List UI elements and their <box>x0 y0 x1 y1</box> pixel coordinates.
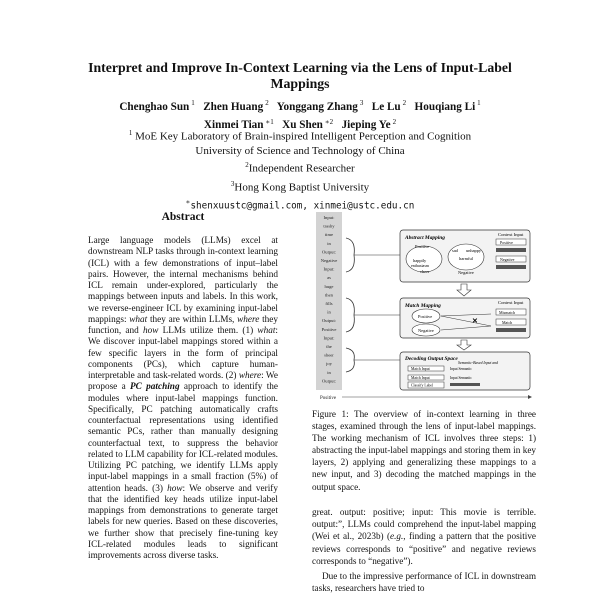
paragraph: great. output: positive; input: This movie is terrible. output:”, LLMs could comprehend the input-label mapping (Wei et al., 2023b) (e.g., finding a pattern that the positive reviews corresponds to “positive” and negative reviews corresponds to “negative”). <box>312 507 536 566</box>
word: unhappy <box>466 248 482 253</box>
token: in <box>327 369 331 375</box>
word: Negative <box>458 270 474 275</box>
bracket <box>346 238 354 272</box>
token: Output: <box>321 318 337 324</box>
affiliation: $^3$Hong Kong Baptist University <box>230 179 370 194</box>
side-label: Match <box>502 320 513 325</box>
abstract-heading: Abstract <box>161 211 205 223</box>
word: happily <box>413 258 427 263</box>
word: Negative <box>418 328 434 333</box>
down-arrow <box>457 284 471 296</box>
decoding-subtitle: Semantic-Based Input and <box>458 361 499 365</box>
token: trashy <box>323 223 335 229</box>
side-label: Mismatch <box>499 310 515 315</box>
token: huge <box>324 283 334 289</box>
token: Input: <box>323 335 335 341</box>
bracket <box>346 298 354 332</box>
abstract-mapping-panel <box>400 230 530 282</box>
affiliations <box>60 126 540 214</box>
author: Xu Shen $^{∗2}$ <box>282 117 334 132</box>
token: Input: <box>323 215 335 220</box>
emails[interactable]: shenxuustc@gmail.com, xinmei@ustc.edu.cn <box>190 200 415 212</box>
token: Input: <box>323 266 335 272</box>
token: in <box>327 309 331 315</box>
author: Jieping Ye $^2$ <box>341 117 397 132</box>
word: cheer <box>420 269 430 274</box>
token-bar <box>496 328 526 332</box>
token: then <box>325 292 333 298</box>
token: as <box>327 275 331 281</box>
body-text-column-2 <box>312 506 536 594</box>
author: Xinmei Tian $^{∗1}$ <box>203 117 274 132</box>
token: time <box>324 232 334 238</box>
affiliation: $^1$ MoE Key Laboratory of Brain-inspired Intelligent Perception and Cognition <box>128 129 472 143</box>
token-bar <box>450 383 480 386</box>
context-label: Context Input <box>498 232 524 237</box>
decoding-tag: Input Semantic <box>450 367 472 371</box>
decoding-title: Decoding Output Space <box>405 356 458 362</box>
token: in <box>327 240 331 246</box>
down-arrow <box>457 340 471 350</box>
author: Zhen Huang $^2$ <box>203 99 269 113</box>
author: Chenghao Sun $^1$ <box>119 99 195 113</box>
word: harmful <box>459 256 473 261</box>
figure-caption: Figure 1: The overview of in-context learning in three stages, examined through the lens of input-label mappings. The working mechanism of ICL involves three steps: 1) abstracting the input-label mappings and storing them in key layers, 2) applying and generalizing these mappings to a new input, and 3) decoding the matched mappings in the output space. <box>312 409 536 492</box>
author: Houqiang Li $^1$ <box>414 99 481 113</box>
side-label: Negative <box>500 257 515 262</box>
match-mapping-title: Match Mapping <box>405 303 441 309</box>
bracket <box>346 348 354 372</box>
decoding-row: Match Input <box>411 376 430 380</box>
word: Positive <box>418 314 433 319</box>
context-label: Context Input <box>498 300 524 305</box>
token: fills <box>325 301 333 306</box>
token: Output: <box>321 378 337 384</box>
token: joy <box>326 361 332 367</box>
decoding-panel <box>400 352 530 390</box>
match-mapping-panel <box>400 298 530 338</box>
abstract-mapping-title: Abstract Mapping <box>405 235 445 241</box>
token: sheer <box>324 352 334 358</box>
paragraph: Due to the impressive performance of ICL in downstream tasks, researchers have tried to <box>312 571 536 594</box>
decoding-row: Match Input <box>411 367 430 371</box>
author: Yonggang Zhang $^3$ <box>276 99 364 113</box>
token-bar <box>496 248 526 252</box>
token: Output: <box>321 249 337 255</box>
cross-icon: ✕ <box>472 317 478 325</box>
paper-title: Interpret and Improve In-Context Learning via the Lens of Input-Label Mappings <box>88 60 512 91</box>
token: Negative <box>320 258 338 263</box>
affiliation: $^2$Independent Researcher <box>245 161 355 176</box>
abstract-body: Large language models (LLMs) excel at downstream NLP tasks through in-context learning (ICL) with a few demonstrations of input–label pairs. However, the internal mechanisms behind ICL remain under-explored, particularly the mappings between inputs and labels. In this work, we reverse-engineer ICL by examining input-label mappings: what they are within LLMs, where they function, and how LLMs utilize them. (1) what: We discover input-label mappings stored within a few specific layers in the form of principal components (PCs), which capture human-interpretable and task-related words. (2) where: We propose a PC patching approach to identify the modules where input-label mappings function. Specifically, PC patching automatically crafts counterfactual representations using identified semantic PCs, rather than manually designing counterfactual text, to suppress the behavior related to LLM capability for ICL-related modules. Utilizing PC patching, we identify LLMs apply input-label mappings in a small fraction (5%) of attention heads. (3) how: We observe and verify that the identified key heads utilize input-label mappings from demonstrations to generate target labels for new queries. Based on these discoveries, we further show that precisely fine-tuning key ICL-related modules leads to significant improvements across diverse tasks. <box>88 236 279 561</box>
figure-1-diagram <box>316 210 536 405</box>
token-tail: Positive <box>320 396 337 401</box>
side-label: Positive <box>500 240 513 245</box>
token: Positive <box>321 326 337 332</box>
author: Le Lu $^2$ <box>371 99 407 113</box>
word: Positive <box>415 244 430 249</box>
token-bar <box>496 265 526 269</box>
decoding-tag: Input Semantic <box>450 376 472 380</box>
decoding-row: Classify Label <box>411 383 434 388</box>
word: sad <box>452 248 458 253</box>
email-line: ∗shenxuustc@gmail.com, xinmei@ustc.edu.cn <box>185 197 415 212</box>
word: enthusiasm <box>411 263 429 268</box>
token: the <box>326 344 332 349</box>
affiliation: University of Science and Technology of China <box>195 145 405 158</box>
figure-1 <box>316 210 536 405</box>
